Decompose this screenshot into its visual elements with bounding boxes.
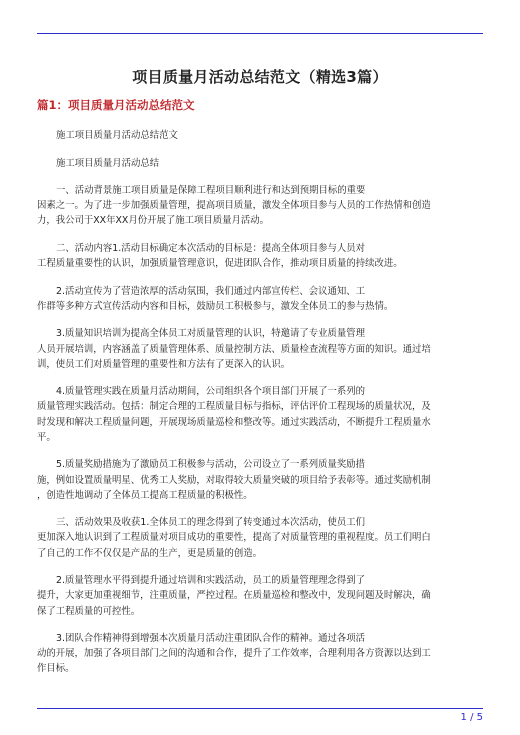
paragraph-line: 4.质量管理实践在质量月活动期间，公司组织各个项目部门开展了一系列的 [56, 386, 365, 398]
paragraph [37, 241, 483, 271]
paragraph-line: 施，例如设置质量明星、优秀工人奖励，对取得较大质量突破的项目给予表彰等。通过奖励机制 [37, 474, 431, 486]
paragraph-line: 力，我公司于XX年XX月份开展了施工项目质量月活动。 [37, 215, 269, 227]
paragraph-line: 更加深入地认识到了工程质量对项目成功的重要性，提高了对质量管理的重视程度。员工们明白 [37, 532, 431, 544]
paragraph-line: 3.质量知识培训为提高全体员工对质量管理的认识，特邀请了专业质量管理 [56, 328, 365, 340]
paragraph-line: 施工项目质量月活动总结范文 [56, 130, 178, 141]
section-heading: 篇1：项目质量月活动总结范文 [37, 98, 195, 112]
paragraph [37, 284, 483, 314]
paragraph [37, 384, 483, 445]
paragraph-line: 二、活动内容1.活动目标确定本次活动的目标是：提高全体项目参与人员对 [56, 242, 365, 254]
paragraph-line: 工程质量重要性的认识，加强质量管理意识，促进团队合作，推动项目质量的持续改进。 [37, 258, 403, 270]
document-title: 项目质量月活动总结范文（精选3篇） [132, 68, 388, 86]
top-rule [37, 33, 483, 34]
paragraph-line: 5.质量奖励措施为了激励员工积极参与活动，公司设立了一系列质量奖励措 [56, 459, 365, 471]
paragraph-line: 因素之一。为了进一步加强质量管理，提高项目质量，激发全体项目参与人员的工作热情和创造 [37, 200, 431, 212]
paragraph-line: 作群等多种方式宣传活动内容和目标，鼓励员工积极参与，激发全体员工的参与热情。 [37, 300, 394, 312]
paragraph-line: 3.团队合作精神得到增强本次质量月活动注重团队合作的精神。通过各项活 [56, 633, 365, 645]
paragraph-line: 一、活动背景施工项目质量是保障工程项目顺利进行和达到预期目标的重要 [56, 185, 366, 196]
paragraph-line: 质量管理实践活动。包括：制定合理的工程质量目标与指标，评估评价工程现场的质量状况，及 [37, 401, 431, 413]
document-body [37, 128, 483, 689]
paragraph-line: 动的开展，加强了各项目部门之间的沟通和合作，提升了工作效率，合理利用各方资源以达到工 [37, 648, 431, 660]
paragraph-line: 施工项目质量月活动总结 [56, 157, 160, 169]
paragraph-line: 2.活动宣传为了营造浓厚的活动氛围，我们通过内部宣传栏、会议通知、工 [56, 285, 365, 297]
paragraph [37, 183, 483, 229]
paragraph [37, 128, 483, 143]
paragraph-line: 三、活动效果及收获1.全体员工的理念得到了转变通过本次活动，使员工们 [56, 517, 365, 529]
paragraph-line: 保了工程质量的可控性。 [37, 605, 141, 617]
paragraph-line: 训，使员工们对质量管理的重要性和方法有了更深入的认识。 [37, 358, 291, 370]
page-number: 1 / 5 [460, 712, 483, 723]
paragraph [37, 457, 483, 503]
paragraph [37, 515, 483, 561]
paragraph-line: ，创造性地调动了全体员工提高工程质量的积极性。 [37, 489, 253, 501]
paragraph-line: 平。 [37, 431, 56, 443]
paragraph-line: 作目标。 [37, 663, 75, 675]
paragraph-line: 2.质量管理水平得到提升通过培训和实践活动，员工的质量管理理念得到了 [56, 575, 365, 587]
paragraph [37, 631, 483, 677]
paragraph [37, 326, 483, 372]
paragraph-line: 人员开展培训，内容涵盖了质量管理体系、质量控制方法、质量检查流程等方面的知识。通过培 [37, 343, 431, 355]
paragraph [37, 156, 483, 171]
paragraph [37, 573, 483, 619]
paragraph-line: 时发现和解决工程质量问题，开展现场质量巡检和整改等。通过实践活动，不断提升工程质量水 [37, 416, 431, 428]
bottom-rule [37, 708, 483, 709]
paragraph-line: 了自己的工作不仅仅是产品的生产，更是质量的创造。 [37, 547, 263, 559]
paragraph-line: 提升，大家更加重视细节，注重质量，严控过程。在质量巡检和整改中，发现问题及时解决，确 [37, 590, 431, 602]
